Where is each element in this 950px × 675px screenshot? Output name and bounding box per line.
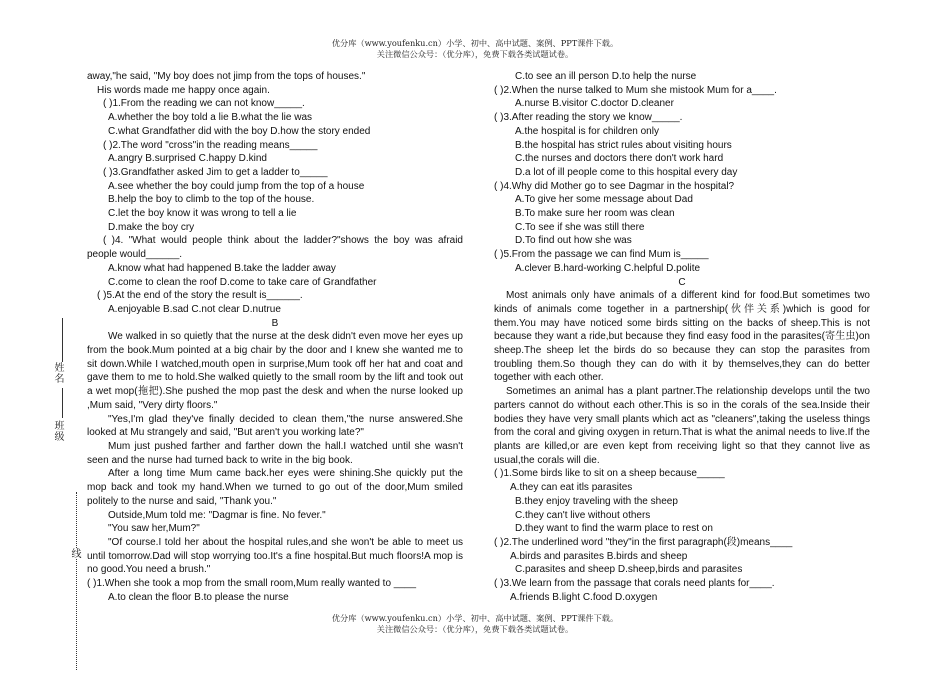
question: ( )3.Grandfather asked Jim to get a ladder to_____	[103, 166, 328, 178]
class-underline	[62, 388, 63, 418]
option-line: A.to clean the floor B.to please the nurse	[108, 591, 289, 603]
option-line: C.they can't live without others	[515, 509, 651, 521]
option-line: A.enjoyable B.sad C.not clear D.nutrue	[108, 303, 281, 315]
passage-paragraph: "You saw her,Mum?"	[108, 523, 200, 535]
option-line: D.a lot of ill people come to this hospital every day	[515, 166, 738, 178]
passage-paragraph: "Yes,I'm glad they've finally decided to clean them,"the nurse answered.She looked at Mu strangely and said, "But aren't you working late?"	[87, 413, 463, 439]
option-line: B.the hospital has strict rules about visiting hours	[515, 139, 732, 151]
question: ( )1.Some birds like to sit on a sheep because_____	[494, 468, 725, 480]
option-line: A.friends B.light C.food D.oxygen	[510, 591, 658, 603]
option-line: A.whether the boy told a lie B.what the lie was	[108, 112, 313, 124]
question: ( )1.When she took a mop from the small room,Mum really wanted to ____	[87, 578, 417, 590]
option-line: C.parasites and sheep D.sheep,birds and parasites	[515, 564, 743, 576]
question: ( )4.Why did Mother go to see Dagmar in the hospital?	[494, 180, 735, 192]
page-footer	[0, 613, 950, 635]
option-line: D.make the boy cry	[108, 221, 195, 233]
option-line: C.to see an ill person D.to help the nurse	[515, 71, 697, 82]
option-line: D.To find out how she was	[515, 235, 632, 247]
option-line: A.nurse B.visitor C.doctor D.cleaner	[515, 98, 674, 110]
binding-dotted-line	[76, 492, 77, 670]
option-line: C.the nurses and doctors there don't work hard	[515, 153, 724, 165]
question: ( )3.We learn from the passage that corals need plants for____.	[494, 578, 775, 590]
option-line: D.they want to find the warm place to rest on	[515, 523, 713, 535]
option-line: B.they enjoy traveling with the sheep	[515, 495, 678, 507]
text-line: away,"he said, "My boy does not jimp from the tops of houses."	[87, 71, 366, 82]
right-column	[494, 70, 870, 604]
footer-line-1: 优分库（www.youfenku.cn）小学、初中、高中试题、案例、PPT课件下载。	[331, 613, 619, 623]
text-line: His words made me happy once again.	[97, 84, 270, 96]
passage-paragraph: Outside,Mum told me: "Dagmar is fine. No fever."	[108, 509, 326, 521]
passage-paragraph: "Of course.I told her about the hospital rules,and she won't be able to meet us until tomorrow.Dad will stop worrying too.It's a fine hospital.But much floors!A mop is no good.You need a brush."	[87, 536, 463, 576]
option-line: A.angry B.surprised C.happy D.kind	[108, 153, 267, 165]
header-line-1: 优分库（www.youfenku.cn）小学、初中、高中试题、案例、PPT课件下载。	[331, 38, 619, 48]
section-heading-b: B	[271, 317, 279, 329]
option-line: C.To see if she was still there	[515, 221, 645, 233]
option-line: A.To give her some message about Dad	[515, 194, 693, 206]
passage-paragraph: Most animals only have animals of a different kind for food.But sometimes two kinds of animals come together in a partnership(伙伴关系)which is good for them.You may have noticed some birds sitting on the backs of sheep.This is not because they want a ride,but because they find easy food in the parasites(寄生虫)on sheep.The sheep let the birds do so because they can stop the parasites from troubling them.So though they can do with it by themselves,they can do better together with each other.	[494, 290, 870, 384]
passage-paragraph: After a long time Mum came back.her eyes were shining.She quickly put the mop back and took my hand.When we turned to go out of the door,Mum smiled politely to the nurse and said, "Thank you."	[87, 468, 463, 507]
header-line-2: 关注微信公众号：（优分库），免费下载各类试题试卷。	[376, 49, 574, 59]
option-line: C.come to clean the roof D.come to take care of Grandfather	[108, 276, 377, 288]
question: ( )3.After reading the story we know_____.	[494, 112, 683, 124]
option-line: A.clever B.hard-working C.helpful D.polite	[515, 262, 701, 274]
question: ( )4. "What would people think about the ladder?"shows the boy was afraid people would______.	[87, 235, 463, 261]
class-label: 班级	[52, 420, 63, 442]
question: ( )2.When the nurse talked to Mum she mistook Mum for a____.	[494, 84, 777, 96]
name-label: 姓名	[52, 362, 63, 384]
binding-line-label: 线	[69, 548, 80, 559]
question: ( )5.At the end of the story the result is______.	[97, 290, 303, 302]
option-line: A.the hospital is for children only	[515, 125, 659, 137]
section-heading-c: C	[678, 276, 686, 288]
option-line: A.they can eat itls parasites	[510, 482, 633, 494]
question: ( )2.The underlined word "they"in the first paragraph(段)means____	[494, 536, 793, 548]
question: ( )5.From the passage we can find Mum is_____	[494, 249, 709, 261]
passage-paragraph: Sometimes an animal has a plant partner.The relationship develops until the two parters cannot do without each other.This is so in the corals of the sea.Inside their bodies they have very small plants which act as "cleaners",taking the useless things from the coral and giving oxygen in return.That is what the animal needs to live.If the plants are killed,or are even kept from receiving light so that they cannot live as usual,the corals will die.	[494, 386, 870, 466]
passage-paragraph: Mum just pushed farther and farther down the hall.I watched until she wasn't seen and the nurse had turned back to write in the big book.	[87, 440, 463, 466]
name-underline	[62, 318, 63, 362]
left-column	[87, 70, 463, 604]
option-line: A.see whether the boy could jump from the top of a house	[108, 180, 365, 192]
passage-paragraph: We walked in so quietly that the nurse at the desk didn't even move her eyes up from the book.Mum pointed at a big chair by the door and I knew she wanted me to sit down.While I watched,mouth open in surprise,Mum took off her hat and coat and gave them to me to hold.She walked quietly to the small room by the lift and took out a wet mop(拖把).She pushed the mop past the desk and when the nurse looked up ,Mum said, "Very dirty floors."	[87, 331, 463, 411]
question: ( )2.The word "cross"in the reading means_____	[103, 139, 318, 151]
option-line: B.help the boy to climb to the top of the house.	[108, 194, 315, 206]
option-line: A.know what had happened B.take the ladder away	[108, 262, 336, 274]
page-header	[0, 38, 950, 60]
footer-line-2: 关注微信公众号：（优分库），免费下载各类试题试卷。	[376, 624, 574, 634]
option-line: C.what Grandfather did with the boy D.how the story ended	[108, 125, 371, 137]
question: ( )1.From the reading we can not know_____.	[103, 98, 305, 110]
option-line: A.birds and parasites B.birds and sheep	[510, 550, 688, 562]
option-line: B.To make sure her room was clean	[515, 208, 675, 220]
option-line: C.let the boy know it was wrong to tell a lie	[108, 208, 297, 220]
